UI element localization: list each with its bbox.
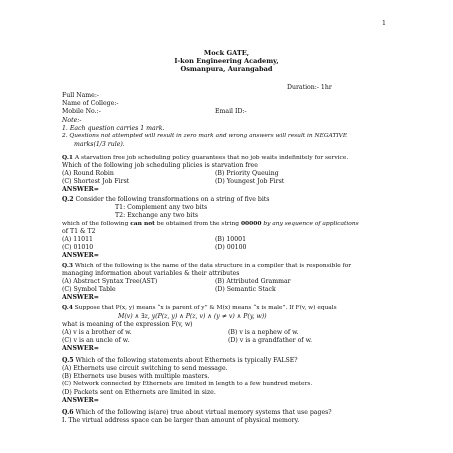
q5-option-b: (B) Ethernets use buses with multiple masters. — [62, 373, 210, 380]
question-2-stem-end: of T1 & T2 — [62, 228, 96, 235]
institute-address: Osmanpura, Aurangabad — [180, 65, 273, 73]
question-2-stem: Q.2 Consider the following transformations on a string of five bits — [62, 196, 270, 203]
q5-option-d: (D) Packets sent on Ethernets are limited in size. — [62, 389, 216, 396]
q1-option-b: (B) Priority Queuing — [215, 170, 279, 177]
question-1-number: Q.1 — [62, 154, 73, 161]
q3-option-c: (C) Symbol Table — [62, 286, 116, 293]
question-6-number: Q.6 — [62, 409, 74, 416]
q3-option-b: (B) Attributed Grammar — [215, 278, 291, 285]
question-1-stem-cont: Which of the following job scheduling plicies is starvation free — [62, 162, 258, 169]
q1-option-a: (A) Round Robin — [62, 170, 114, 177]
q2-option-c: (C) 01010 — [62, 244, 94, 251]
q5-option-a: (A) Ethernets use circuit switching to send message. — [62, 365, 228, 372]
question-4-number: Q.4 — [62, 305, 73, 311]
question-3-stem-cont: managing information about variables & their attributes — [62, 270, 240, 277]
q5-answer: ANSWER= — [62, 397, 99, 404]
q4-option-b: (B) v is a nephew of w. — [228, 329, 299, 336]
q3-option-a: (A) Abstract Syntax Tree(AST) — [62, 278, 158, 285]
college-label: Name of College:- — [62, 100, 119, 107]
q4-answer: ANSWER= — [62, 345, 99, 352]
institute-name: I-kon Engineering Academy, — [174, 57, 279, 65]
exam-title: Mock GATE, — [203, 49, 250, 57]
question-2-number: Q.2 — [62, 196, 74, 203]
note-heading: Note:- — [62, 117, 82, 124]
q4-option-c: (C) v is an uncle of w. — [62, 337, 130, 344]
question-6-stem: Q.6 Which of the following is(are) true about virtual memory systems that use pages? — [62, 409, 332, 416]
q4-option-d: (D) v is a grandfather of w. — [228, 337, 313, 344]
page-number: 1 — [382, 20, 386, 27]
q2-option-d: (D) 00100 — [215, 244, 247, 251]
q4-formula: M(v) ∧ ∃z, y(P(z, y) ∧ P(z, v) ∧ (y ≠ v) ∧ P(y, w)) — [118, 313, 267, 320]
q2-option-a: (A) 11011 — [62, 236, 93, 243]
question-3-number: Q.3 — [62, 262, 73, 269]
note-1: 1. Each question carries 1 mark. — [62, 125, 165, 132]
question-3-stem: Q.3 Which of the following is the name of the data structure in a compiler that is responsible for — [62, 262, 352, 269]
q3-option-d: (D) Semantic Stack — [215, 286, 276, 293]
mobile-label: Mobile No.:- — [62, 108, 101, 115]
note-2: 2. Questions not attempted will result in zero mark and wrong answers will result in NEGATIVE — [62, 133, 348, 139]
q4-option-a: (A) v is a brother of w. — [62, 329, 132, 336]
question-4-stem-cont: what is meaning of the expression F(v, w) — [62, 321, 193, 328]
question-4-stem: Q.4 Suppose that P(x, y) means “x is parent of y” & M(x) means “x is male”. If F(v, w) equals — [62, 305, 337, 311]
question-1-stem: Q.1 A starvation free job scheduling policy guarantees that no job waits indefinitely for service. — [62, 154, 349, 161]
email-label: Email ID:- — [215, 108, 247, 115]
question-5-number: Q.5 — [62, 357, 74, 364]
q2-option-b: (B) 10001 — [215, 236, 247, 243]
q5-option-c: (C) Network connected by Ethernets are limited in length to a few hundred meters. — [62, 381, 313, 387]
duration: Duration:- 1hr — [287, 84, 332, 91]
question-2-stem-cont: which of the following can not be obtained from the string 00000 by any sequence of applications — [62, 220, 359, 227]
q1-answer: ANSWER= — [62, 186, 99, 193]
q6-statement-1: I. The virtual address space can be larger than amount of physical memory. — [62, 417, 300, 424]
q2-answer: ANSWER= — [62, 252, 99, 259]
note-2-cont: marks(1/3 rule). — [74, 141, 125, 148]
q3-answer: ANSWER= — [62, 294, 99, 301]
full-name-label: Full Name:- — [62, 92, 100, 99]
question-5-stem: Q.5 Which of the following statements about Ethernets is typically FALSE? — [62, 357, 298, 364]
q1-option-c: (C) Shortest Job First — [62, 178, 130, 185]
q2-transform-t2: T2: Exchange any two bits — [115, 212, 199, 219]
q2-transform-t1: T1: Complement any two bits — [115, 204, 208, 211]
q1-option-d: (D) Youngest Job First — [215, 178, 285, 185]
